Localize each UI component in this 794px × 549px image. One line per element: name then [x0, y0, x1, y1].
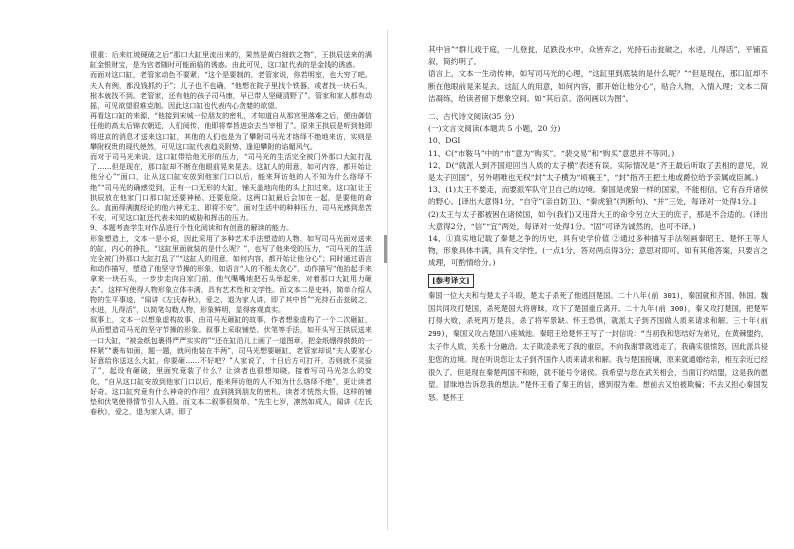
left-paragraph: 而面对这口缸，老管家动色不要紧，“这个是要制的，老管家说，你若明室，也大穷了吧。夫人有例，都没钱抓约于”；儿子也不也确，“他想在院子里找个铁器，或者找一块石头，根本就找不到。老管家，还有他的孩子司马康，早已带人坚硬清野了”。管家和家人都有动摇，可见欲望很难克制。因此这口缸也代表内心贪婪的欲望。	[90, 70, 372, 111]
right-paragraph: 其中旨”“群儿戏于庭，一儿登瓮，足跌没水中，众皆弃之，光持石击瓮破之，水迸，儿得活”，平铺直叙，简约明了。	[428, 45, 768, 67]
left-paragraph: 再看这口缸的来源，“他接到宋城一位朋友的密札，才知道自从那宫里落难之后，便由御信任他的高太后锦衣朝廷，人们阅传，他即将奉旨进京去当宰相了”。原来王拱辰是听到他即将进京的消息才送来这口缸，其他的人们也是为了攀附司马光才络绎不绝地来访，实则是攀附权贵的现代使然，可见这口缸代表趋炎附势、逢迎攀附的谄媚风气。	[90, 111, 372, 151]
answer-13-part-2: (2)太王与太子都被困在诸侯国，如今(我们)又违背大王的命令另立大王的庶子，那是不合适的。(译出大意得2分，“信”“宜”两处，每译对一处得1分。“固”可译为诚然的，也可不译。)	[428, 209, 768, 231]
answer-14: 14、①真实地记载了秦楚之争的历史，具有史学价值 ②通过多种描写手法刻画秦昭王、楚怀王等人物，形象具体丰满，具有文学性。(一点1分，答对两点得3分；意思对即可。如有其他答案，只要言之成理，可酌情给分。)	[428, 234, 768, 268]
right-paragraph: 语言上，文本一生动传神，如写司马光的心理，“这缸里到底装的是什么呢？”“但是现在，那口缸却不断在他眼前晃来晃去。这缸人的用意，如何内容，都开始让他分心”，贴合人物，入情入理；文本二简洁凝练，给读者留下想象空间。如“其后京、洛间画以为图”。	[428, 69, 768, 103]
right-answer-column	[428, 44, 768, 405]
left-paragraph: 而对于司马光来说，这口缸带给他无形的压力，“司马光的生活完全被门外那口大缸打乱了……但是现在，那口缸却不断在他眼前晃来晃去。这缸人的用意，如可内容，都开始让他分心”“面口，让从这口缸安放到他家门口以后，能来拜访他的人不知为什么络绎不绝”“司马光的确感觉到，正有一口无形的大缸，铺天盖地向他的头上扣过来。这口缸让王拱辰放在他家门口那口缸还要神秘、还要危险。这两口缸最后会加在一起，是要他的命么。直面得满腹经论的他六神无主、即将不安”。面对生活中的种种压力，司马光感到悲苦不安，可见这口缸还代表未知的威胁和挥击的压力。	[90, 152, 372, 223]
answer-13-part-1: 13、(1)太王不要走，而要派军队守卫自己的边境。秦国是虎狼一样的国家，不能相信，它有吞并诸侯的野心。[译出大意得1分，“自守”(亲自防卫)、“秦虎狼”(判断句)、“并”三处，每译对一处得1分。]	[428, 185, 768, 207]
reference-translation-text: 秦国一位大夫和与楚太子斗殴，楚太子杀死了他逃回楚国。二十八年(前 301)，秦国就和齐国、韩国、魏国共同攻打楚国，杀死楚国大将唐昧，攻下了楚国重丘离开。二十九年(前 300)，秦又攻打楚国，把楚军打得大败，杀死两万楚兵，杀了将军景缺。怀王恐惧，就派太子到齐国做人质来请求和解。三十年(前 299)，秦国又攻占楚国八座城池。秦昭王给楚怀王写了一封信说：“当初我和您结好为弟兄，在黄棘盟约，太子作人质，关系十分融洽。太子欺凌杀死了我的重臣，不向我谢罪就逃走了，我确实很愤怒，因此派兵侵犯您的边境。现在听说您让太子到齐国作人质来请求和解。我与楚国接壤，原来就通婚结亲，相互亲近已经很久了。但是现在秦楚两国不和睦，就不能号令诸侯。我希望与您在武关相会，当面订约结盟，这是我的愿望。冒昧地告诉您我的想法。”楚怀王看了秦王的信，感到很为难。想前去又怕被欺骗；不去又担心秦国发怒。楚怀王	[428, 290, 768, 403]
answer-11: 11、C(“市鞍马”中的“市”意为“购买”。“裴交易”和“购买”意思并不等同。)	[428, 148, 675, 158]
reference-translation-title: [参考译文]	[428, 274, 474, 288]
left-paragraph: 叙事上，文本一以想象虚构故事，由司马光砸缸的故事，作者想象虚构了一个二次砸缸，从而塑造司马光的坚守节操的形象。叙事上采取铺垫、伏笔等手法，如开头写王拱辰送来一口大缸，“被金纸包裹得严严实实的”“还在缸沿儿上画了一道图章，把金纸绷得鼓鼓的一样紧”“裹布如面，题一题，就问他装在半两”，司马光想要砸缸，老管家却说“夫人要家心好意给你送这么大缸，你要砸……不好吧？”人家说了，十日后方可打开，否则就不灵验了”，起设有砸破，里面究竟装了什么？让读者也很想知晓。接着写司马光怎么的变化，“自从这口缸安放到他家门口以后，能来拜访他的人不知为什么络绎不绝”，更让读者好奇。这口缸究竟有什么神奇的作用？直到挑到朋友的密札，读者才恍然大悟，这样的铺垫和伏笔使得情节引人入胜。而文本二叙事很简单，“先生七岁，凛然如成人，闻讲《左氏春秋》，爱之，退为家人讲，即了	[90, 315, 372, 417]
answer-10: 10、DGI	[428, 136, 461, 146]
answer-12: 12、D(“就派人到齐国迎回当人质的太子横”表述有误。实际情况是“齐王最后听取了丢相的意见，说是太子回国”，另外唱唯也无权“封”太子横为“顷襄王”，“封”指齐王把土地或爵位给予亲属或臣属。)	[428, 160, 768, 183]
question-9-heading: 9、本题考查学生对作品进行个性化阅读和有创意的解读的能力。	[90, 223, 294, 233]
divider-marker	[384, 235, 387, 263]
sub-title: (一)文言文阅读(本题共 5 小题，20 分)	[428, 124, 561, 134]
left-paragraph: 形象塑造上，文本一是小说，因此采用了多种艺术手法塑造的人物，如写司马光面对送来的缸，内心的挣扎，“这缸里面就装的是什么呢？”，也写了他来受的压力，“司马光的生活完全被门外那口大缸打乱了”“这缸人的用意，如何内容，都开始让他分心”；同时通过语言和动作描写，塑造了他坚守节操的形象，如语言“人的不能太贪心”，动作描写“他抬起手来拿来一块石头，一步步走向自家门前，他气嘴嘴地把石头举起来，对着那口大缸用力砸去”。这样写使得人物形象立体丰满，具有艺术性和文学性。而文本二是史料，简单介绍人物的生平事迹，“闻讲《左氏春秋》，爱之，退为家人讲，即了其中旨”“光持石击瓮破之，水迸，儿得活”，以简笔勾勒人物，形象鲜明，显得客观真实。	[90, 233, 372, 315]
section-title: 二、古代诗文阅读(35 分)	[428, 112, 515, 122]
column-divider	[387, 30, 388, 530]
left-answer-column	[90, 50, 372, 417]
left-paragraph: 很重：后来红坡硬破之后“那口大缸里流出来的，果然是黄白细软之物”，王拱辰送来的满缸金银财宝，是为官者随时可能面临的诱惑。由此可见，这口缸代表的是金钱的诱惑。	[90, 50, 372, 70]
